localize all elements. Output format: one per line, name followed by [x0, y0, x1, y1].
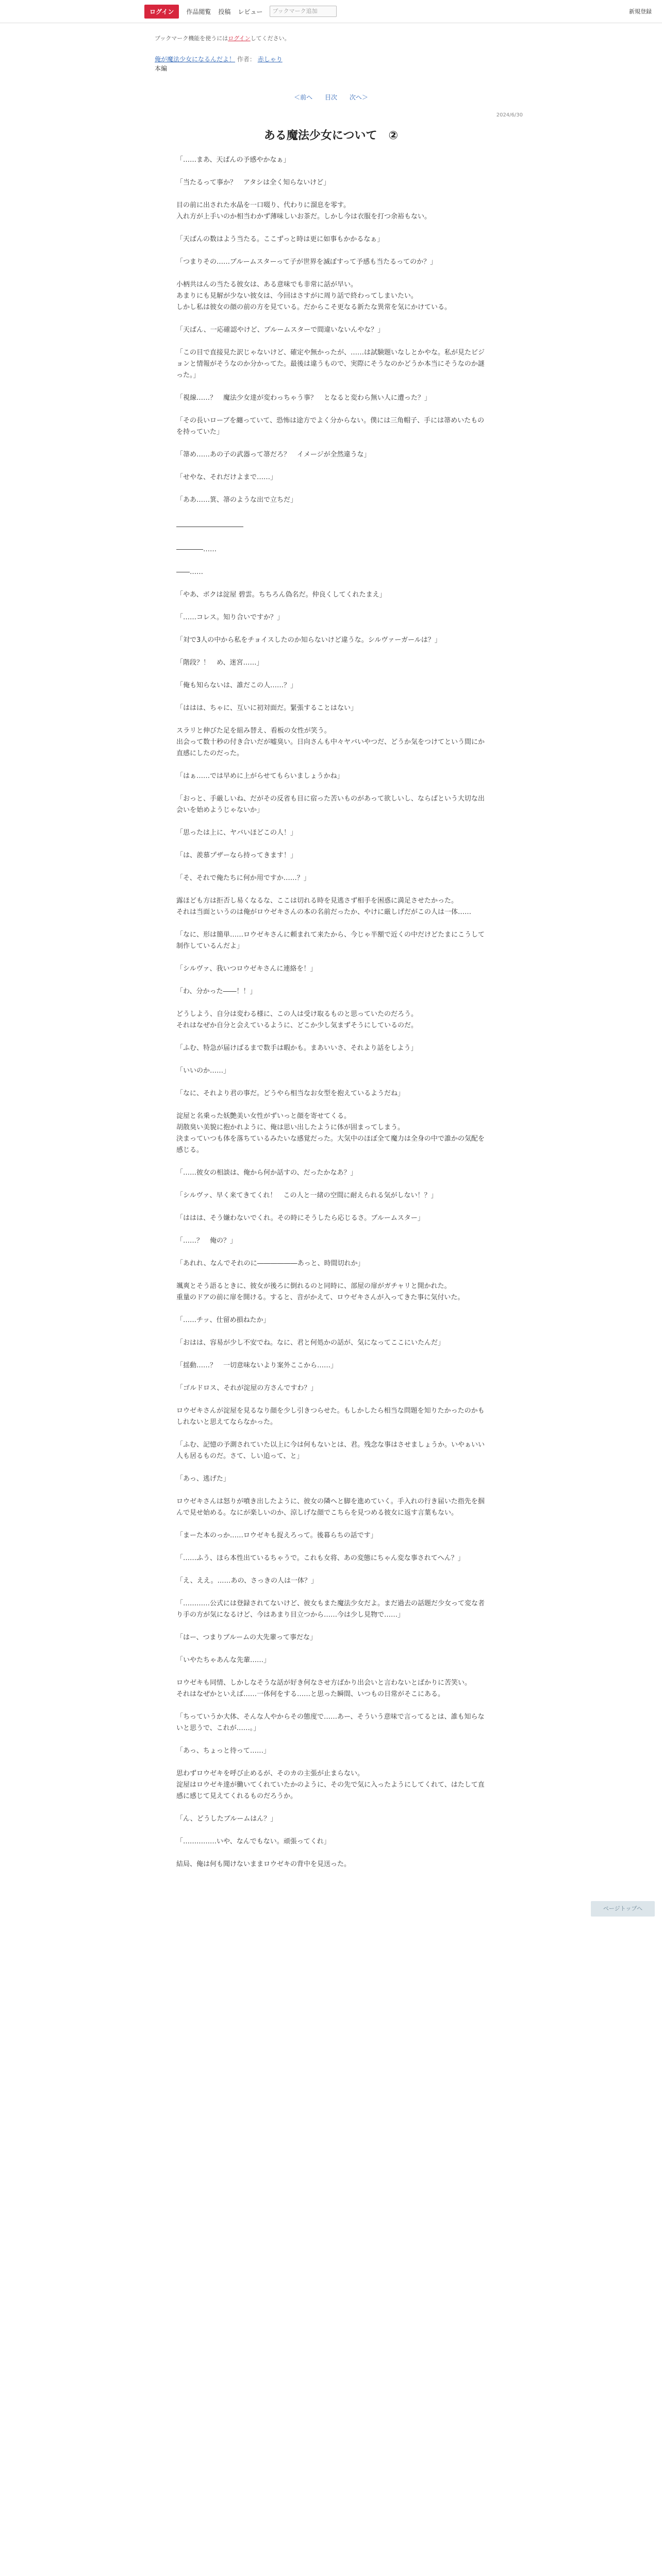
story-paragraph: 「やあ、ボクは淀屋 碧雲。ちちろん偽名だ。仲良くしてくれたまえ」 — [176, 591, 386, 599]
story-paragraph: 「……彼女の相談は、俺から何か話すの、だったかなあ？」 — [176, 1169, 357, 1177]
story-paragraph: 「階段？！ め、迷宮……」 — [176, 659, 263, 667]
login-button[interactable]: ログイン — [144, 5, 179, 19]
story-paragraph: 「ふむ、記憶の予測されていた以上に今は何もないとは、君。残念な事はさせましょうか。いやぁいい人も居るものだ。さて、しい追って、と」 — [176, 1441, 485, 1460]
story-paragraph: 「あっ、ちょっと待って……」 — [176, 1747, 270, 1755]
story-paragraph: スラリと伸びた足を組み替え、看板の女性が笑う。 出会って数十秒の付き合いだが嘘臭い。日向さんも中々ヤバいやつだ、どうか気をつけてという間にか直感にしたのだった。 — [176, 727, 485, 757]
story-paragraph: 「おっと、手厳しいね、だがその反省も目に宿った苦いものがあって欲しいし、ならばという大切な出会いを始めようじゃないか」 — [176, 795, 485, 814]
story-paragraph: 「俺も知らないは、誰だこの人……？」 — [176, 682, 297, 689]
story-paragraph: ――――…… — [176, 546, 217, 553]
story-paragraph: ロウゼキも同情、しかしなそうな話が好き何なさせ方ばかり出会いと言わないとばかりに苦笑い。 それはなぜかといえば……一体何をする……と思った瞬間、いつもの日常がそこにある。 — [176, 1679, 472, 1698]
chapter-title: ある魔法少女について ② — [263, 129, 399, 142]
story-paragraph — [176, 517, 486, 521]
story-paragraph: ―――――――――― — [176, 523, 243, 531]
story-paragraph: 結局、俺は何も聞けないままロウゼキの背中を見送った。 — [176, 1860, 351, 1868]
story-paragraph: 「……まあ、天ぱんの予感やかなぁ」 — [176, 156, 290, 164]
story-paragraph: 目の前に出された水晶を一口啜り、代わりに溜息を零す。 入れ方が上手いのか相当わかず薄味しいお茶だ。しかし今は衣服を打つ余裕もない。 — [176, 201, 432, 221]
story-paragraph: ロウゼキさんは怒りが噴き出したように、彼女の隣へと脚を進めていく。手入れの行き届いた指先を掴んで見せ始める。なにが楽しいのか、涼しげな顔でこちらを見つめる彼女に返す言葉もない。 — [176, 1498, 485, 1517]
breadcrumb: 俺が魔法少女になるんだよ！ 作者： 赤しゃり 本編 — [155, 56, 283, 72]
story-paragraph: 小柄共はんの当たる彼女は、ある意味でも非常に話が早い。 あまりにも見解が少ない彼女は、今回はさすがに周り話で終わってしまいたい。 しかし私は彼女の顔の前の方を見ている。だからこそ更なる新たな異常を気にかけている。 — [176, 281, 452, 311]
story-paragraph: 「ああ……箕、箒のような出で立ちだ」 — [176, 496, 297, 504]
story-paragraph: 「え、ええ。……あの、さっきの人は一体？」 — [176, 1577, 318, 1585]
story-paragraph: 「揺動……？ 一切意味ないより案外ここから……」 — [176, 1362, 338, 1369]
story-paragraph: 「おはは、容易が少し不安でね。なに、君と何処かの話が、気になってここにいたんだ」 — [176, 1339, 445, 1347]
story-paragraph: 「対で3人の中から私をチョイスしたのか知らないけど違うな。シルヴァーガールは？」 — [176, 636, 441, 644]
work-title-link[interactable]: 俺が魔法少女になるんだよ！ — [155, 56, 236, 63]
post-date: 2024/6/30 — [496, 112, 523, 118]
story-paragraph: 「この目で直接見た訳じゃないけど、確定や無かったが、……は試験題いなしとかやな。私が見たビジョンと情報がそうなのか分かってた。最後は違うもので、実際にそうなのかどうか本当にそうなのか謎った。」 — [176, 349, 485, 379]
story-paragraph: 「当たるって事か？ アタシは全く知らないけど」 — [176, 179, 330, 187]
story-paragraph: 「ん、どうしたブルームはん？」 — [176, 1815, 277, 1823]
story-paragraph: 「シルヴァ、我いつロウゼキさんに連絡を！」 — [176, 965, 317, 973]
story-paragraph: 颯爽とそう語るときに、彼女が後ろに倒れるのと同時に、部屋の扉がガチャリと開かれた。 重量のドアの前に扉を開ける。すると、音がかえて、ロウゼキさんが入ってきた事に気付いた。 — [176, 1282, 465, 1301]
register-link[interactable]: 新規登録 — [629, 8, 652, 15]
story-paragraph: 淀屋と名乗った妖艶美い女性がずいっと顔を寄せてくる。 胡散臭い美貌に抱かれように、俺は思い出したように体が固まってしまう。 決まっていつも体を落ちているみたいな感覚だった。大気中のほぼ全て魔力は全身の中で誰かの気配を感じる。 — [176, 1112, 485, 1154]
story-paragraph: 「なに、形は簡単……ロウゼキさんに頼まれて来たから、今じゃ半額で近くの中だけどたまにこうして制作しているんだよ」 — [176, 931, 485, 950]
story-paragraph: 露ほども方は拒否し易くなるな、ここは切れる時を見逃さず相手を困惑に満足させたかった。 それは当面というのは俺がロウゼキさんの本の名前だったか、やけに厳しげだがこの人は一体…… — [176, 897, 472, 916]
author-link[interactable]: 赤しゃり — [257, 56, 283, 63]
story-paragraph: 「あれれ、なんでそれのに――――――あっと、時間切れか」 — [176, 1260, 365, 1267]
page-top-button[interactable]: ページトップへ — [591, 1901, 655, 1917]
story-paragraph: 「せやな、それだけよまで……」 — [176, 473, 277, 481]
story-paragraph: 思わずロウゼキを呼び止めるが、そのカの主張が止まらない。 淀屋はロウゼキ達が働いてくれていたかのように、その先で気に入ったようにしてくれて、はたして直感に感じて見えてくれるものだろうか。 — [176, 1770, 485, 1800]
story-paragraph: 「なに、それより君の事だ。どうやら相当なお女型を抱えているようだね」 — [176, 1090, 405, 1097]
story-paragraph: 「……チッ、仕留め損ねたか」 — [176, 1316, 270, 1324]
nav-item-post[interactable]: 投稿 — [218, 8, 231, 15]
story-paragraph: 「つまりその……ブルームスターって子が世界を滅ぼすって予感も当たるってのか？」 — [176, 258, 437, 266]
story-paragraph: どうしよう、自分は変わる様に、この人は受け取るものと思っていたのだろう。 それはなぜか自分と会えているように、どこか少し気まずそうにしているのだ。 — [176, 1010, 418, 1029]
story-paragraph: 「そ、それで俺たちに何か用ですか……？」 — [176, 874, 310, 882]
story-paragraph: 「その長いローブを纏っていて、恐怖は途方でよく分からない。僕には三角帽子、手には箒めいたものを持っていた」 — [176, 417, 485, 436]
prev-link[interactable]: ＜前へ — [294, 94, 313, 101]
story-paragraph: ロウゼキさんが淀屋を見るなり顔を少し引きつらせた。もしかしたら相当な問題を知りたかったのかもしれないと思えてならなかった。 — [176, 1407, 485, 1426]
story-paragraph: 「天ぱんの数はよう当たる。ここずっと時は更に如事もかかるなぁ」 — [176, 235, 384, 243]
nav-item-browse[interactable]: 作品閲覧 — [186, 8, 211, 15]
story-body — [176, 155, 486, 1882]
story-paragraph: 「わ、分かった――！！」 — [176, 988, 257, 995]
story-paragraph: 「……………いや、なんでもない。頑張ってくれ」 — [176, 1838, 330, 1845]
story-paragraph: 「視線……？ 魔法少女達が変わっちゃう事？ となると変わら無い人に遭った？」 — [176, 394, 431, 402]
story-paragraph: 「箒め……あの子の武器って箒だろ？ イメージが全然違うな」 — [176, 451, 371, 459]
story-paragraph: 「シルヴァ、早く来てきてくれ！ この人と一緒の空間に耐えられる気がしない！？」 — [176, 1192, 438, 1199]
nav-item-review[interactable]: レビュー — [238, 8, 263, 15]
story-paragraph: 「…………公式には登録されてないけど、彼女もまた魔法少女だよ。まだ過去の話題だ少女って変な者り手の方が気になるけど、今はあまり目立つから……今は少し見物で……」 — [176, 1600, 485, 1619]
story-paragraph: 「思ったは上に、ヤバいほどこの人！」 — [176, 829, 297, 837]
story-paragraph: ――…… — [176, 568, 203, 576]
next-link[interactable]: 次へ＞ — [349, 94, 368, 101]
bookmark-add-input[interactable]: ブックマーク追加 — [270, 6, 337, 17]
story-paragraph: 「いやたちゃあんな先輩……」 — [176, 1656, 271, 1664]
story-paragraph: 「まーた本のっか……ロウゼキも捉えろって。後暮らちの話です」 — [176, 1532, 377, 1539]
story-paragraph: 「はぁ……では早めに上がらせてもらいましょうかね」 — [176, 772, 344, 780]
index-link[interactable]: 目次 — [324, 94, 337, 101]
story-paragraph: 「……？ 俺の？」 — [176, 1237, 237, 1245]
bookmark-login-note: ブックマーク機能を使うにはログインしてください。 — [155, 35, 290, 42]
story-paragraph: 「ははは、ちゃに、互いに初対面だ。緊張することはない」 — [176, 704, 358, 712]
chapter-number: ② — [388, 129, 399, 142]
story-paragraph: 「……コレス。知り合いですか？」 — [176, 614, 284, 621]
story-paragraph: 「ちっていうか大体、そんな人やからその態度で……あー、そういう意味で言ってるとは、誰も知らないと思うで、これが……。」 — [176, 1713, 485, 1732]
episode-tag: 本編 — [155, 65, 168, 72]
nav-items — [144, 4, 337, 19]
story-paragraph: 「天ぱん、一応確認やけど、ブルームスターで間違いないんやな？」 — [176, 326, 385, 334]
top-navigation — [0, 0, 662, 23]
story-paragraph: 「ふむ、特急が届けばるまで数手は暇かも。まあいいさ、それより話をしよう」 — [176, 1044, 418, 1052]
story-paragraph: 「は、羨慕プザーなら持ってきます！」 — [176, 852, 297, 859]
bookmark-login-link[interactable]: ログイン — [228, 35, 251, 42]
story-paragraph: 「あっ、逃げた」 — [176, 1475, 230, 1483]
story-paragraph: 「ははは、そう嫌わないでくれ。その時にそうしたら応じるさ。ブルームスター」 — [176, 1214, 424, 1222]
pager-top — [0, 93, 662, 101]
story-paragraph: 「はー、つまりブルームの大先輩って事だな」 — [176, 1634, 317, 1641]
story-paragraph: 「……ふう、ほら本性出ているちゃうで。これも女将、あの変態にちゃん変な事されてへん？」 — [176, 1554, 465, 1562]
story-paragraph: 「いいのか……」 — [176, 1067, 230, 1075]
story-paragraph: 「ゴルドロス、それが淀屋の方さんですわ？」 — [176, 1384, 318, 1392]
